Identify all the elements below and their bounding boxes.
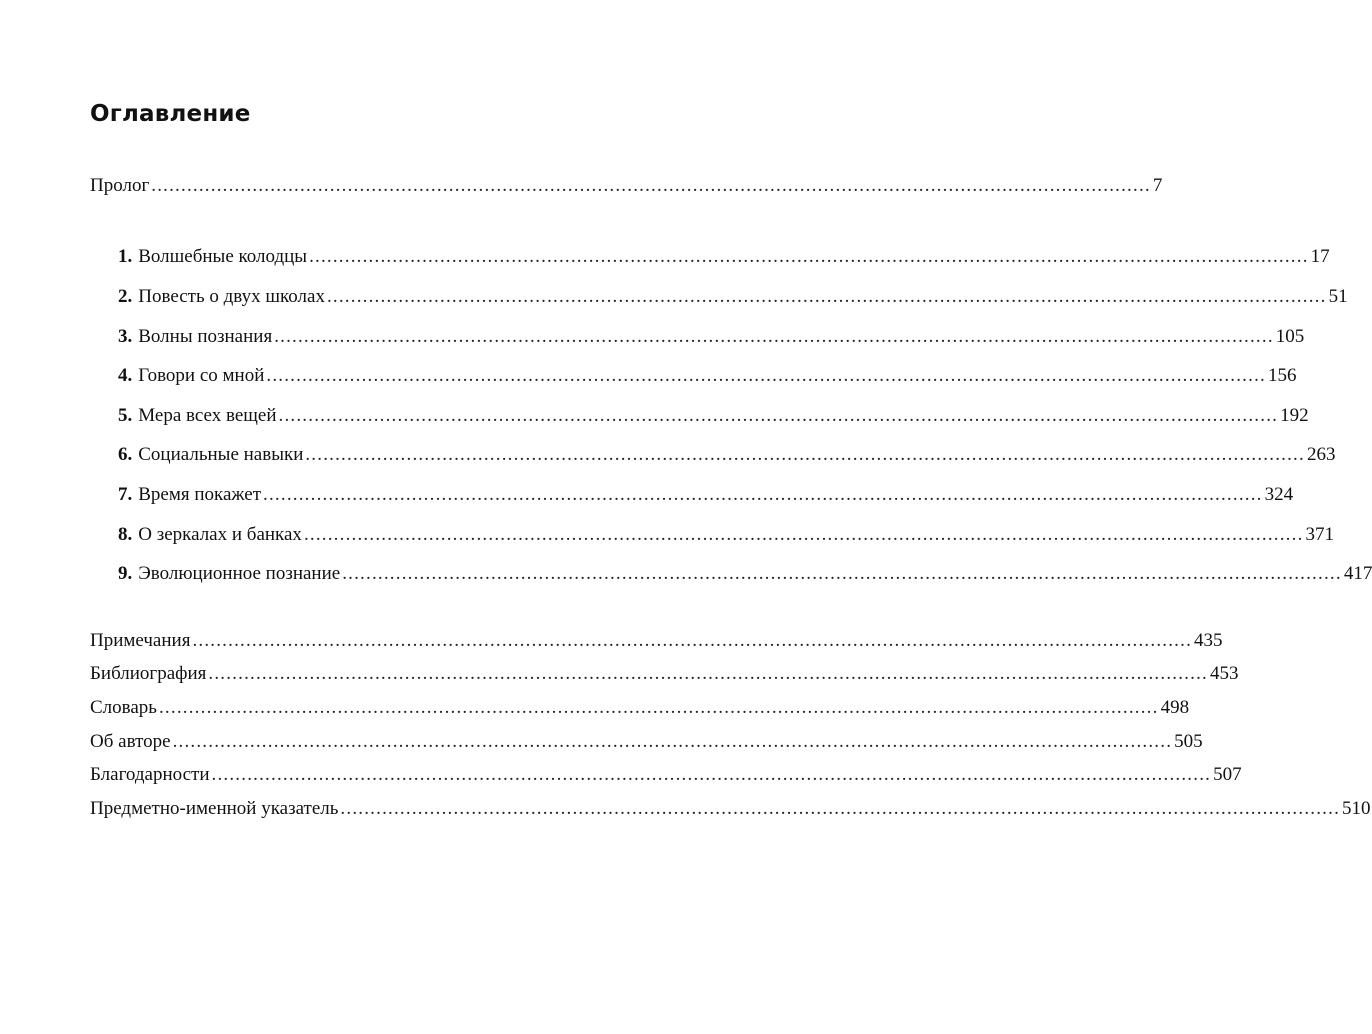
toc-entry-title: Волны познания [138,326,273,347]
toc-entry-about-author[interactable] [90,730,1203,754]
toc-entry-page: 498 [1160,697,1190,718]
chapter-number: 2. [118,286,133,307]
toc-entry-page: 51 [1328,286,1348,307]
toc-entry-chapter-9[interactable] [118,562,1372,586]
chapter-number: 1. [118,246,133,267]
toc-entry-page: 453 [1209,663,1239,684]
dot-leader: ........................................................................................................................................................................ [340,798,1341,819]
toc-entry-page: 435 [1194,630,1223,651]
toc-entry-title: О зеркалах и банках [138,524,302,545]
chapter-number: 8. [118,524,133,545]
toc-entry-title: Мера всех вещей [138,405,277,426]
toc-entry-title: Словарь [90,697,157,718]
dot-leader: ........................................................................................................................................................................ [309,246,1309,267]
toc-entry-title: Об авторе [90,731,171,752]
dot-leader: ........................................................................................................................................................................ [158,697,1159,718]
toc-entry-title: Предметно-именной указатель [90,798,339,819]
dot-leader: ........................................................................................................................................................................ [263,484,1263,505]
chapter-number: 4. [118,365,133,386]
toc-entry-chapter-7[interactable] [118,483,1294,507]
toc-entry-page: 105 [1275,326,1305,347]
toc-entry-page: 192 [1280,405,1309,426]
toc-entry-title: Социальные навыки [138,444,304,465]
toc-entry-page: 324 [1264,484,1294,505]
toc-entry-title: Библиография [90,663,207,684]
toc-entry-page: 263 [1306,444,1336,465]
toc-entry-title: Пролог [90,175,150,196]
toc-entry-chapter-6[interactable] [118,443,1336,467]
toc-entry-notes[interactable] [90,629,1223,653]
dot-leader: ........................................................................................................................................................................ [266,365,1266,386]
dot-leader: ........................................................................................................................................................................ [208,663,1208,684]
chapter-number: 3. [118,326,133,347]
toc-entry-title: Повесть о двух школах [138,286,325,307]
dot-leader: ........................................................................................................................................................................ [278,405,1279,426]
chapter-number: 7. [118,484,133,505]
toc-entry-prologue[interactable] [90,174,1163,198]
toc-entry-page: 507 [1213,764,1242,785]
toc-entry-chapter-1[interactable] [118,245,1330,269]
toc-entry-page: 371 [1305,524,1335,545]
chapter-number: 9. [118,563,133,584]
dot-leader: ........................................................................................................................................................................ [211,764,1212,785]
toc-entry-page: 505 [1174,731,1203,752]
dot-leader: ........................................................................................................................................................................ [303,524,1304,545]
page-title: Оглавление [90,101,251,127]
toc-entry-acknowledgements[interactable] [90,763,1242,787]
toc-entry-page: 510 [1342,798,1371,819]
toc-entry-title: Эволюционное познание [138,563,341,584]
toc-entry-page: 17 [1310,246,1330,267]
toc-entry-title: Время покажет [138,484,262,505]
toc-entry-title: Примечания [90,630,191,651]
toc-entry-page: 7 [1152,175,1163,196]
toc-entry-title: Благодарности [90,764,210,785]
toc-entry-chapter-5[interactable] [118,404,1309,428]
toc-entry-bibliography[interactable] [90,662,1239,686]
toc-entry-chapter-4[interactable] [118,364,1297,388]
dot-leader: ........................................................................................................................................................................ [192,630,1193,651]
dot-leader: ........................................................................................................................................................................ [305,444,1305,465]
dot-leader: ........................................................................................................................................................................ [342,563,1342,584]
toc-entry-index[interactable] [90,797,1371,821]
chapter-number: 5. [118,405,133,426]
toc-entry-page: 156 [1267,365,1297,386]
toc-entry-chapter-2[interactable] [118,285,1348,309]
toc-entry-chapter-3[interactable] [118,325,1305,349]
toc-entry-glossary[interactable] [90,696,1190,720]
dot-leader: ........................................................................................................................................................................ [274,326,1274,347]
toc-entry-title: Говори со мной [138,365,265,386]
toc-entry-title: Волшебные колодцы [138,246,308,267]
toc-entry-chapter-8[interactable] [118,523,1335,547]
dot-leader: ........................................................................................................................................................................ [151,175,1151,196]
toc-entry-page: 417 [1343,563,1372,584]
dot-leader: ........................................................................................................................................................................ [172,731,1173,752]
chapter-number: 6. [118,444,133,465]
dot-leader: ........................................................................................................................................................................ [326,286,1327,307]
